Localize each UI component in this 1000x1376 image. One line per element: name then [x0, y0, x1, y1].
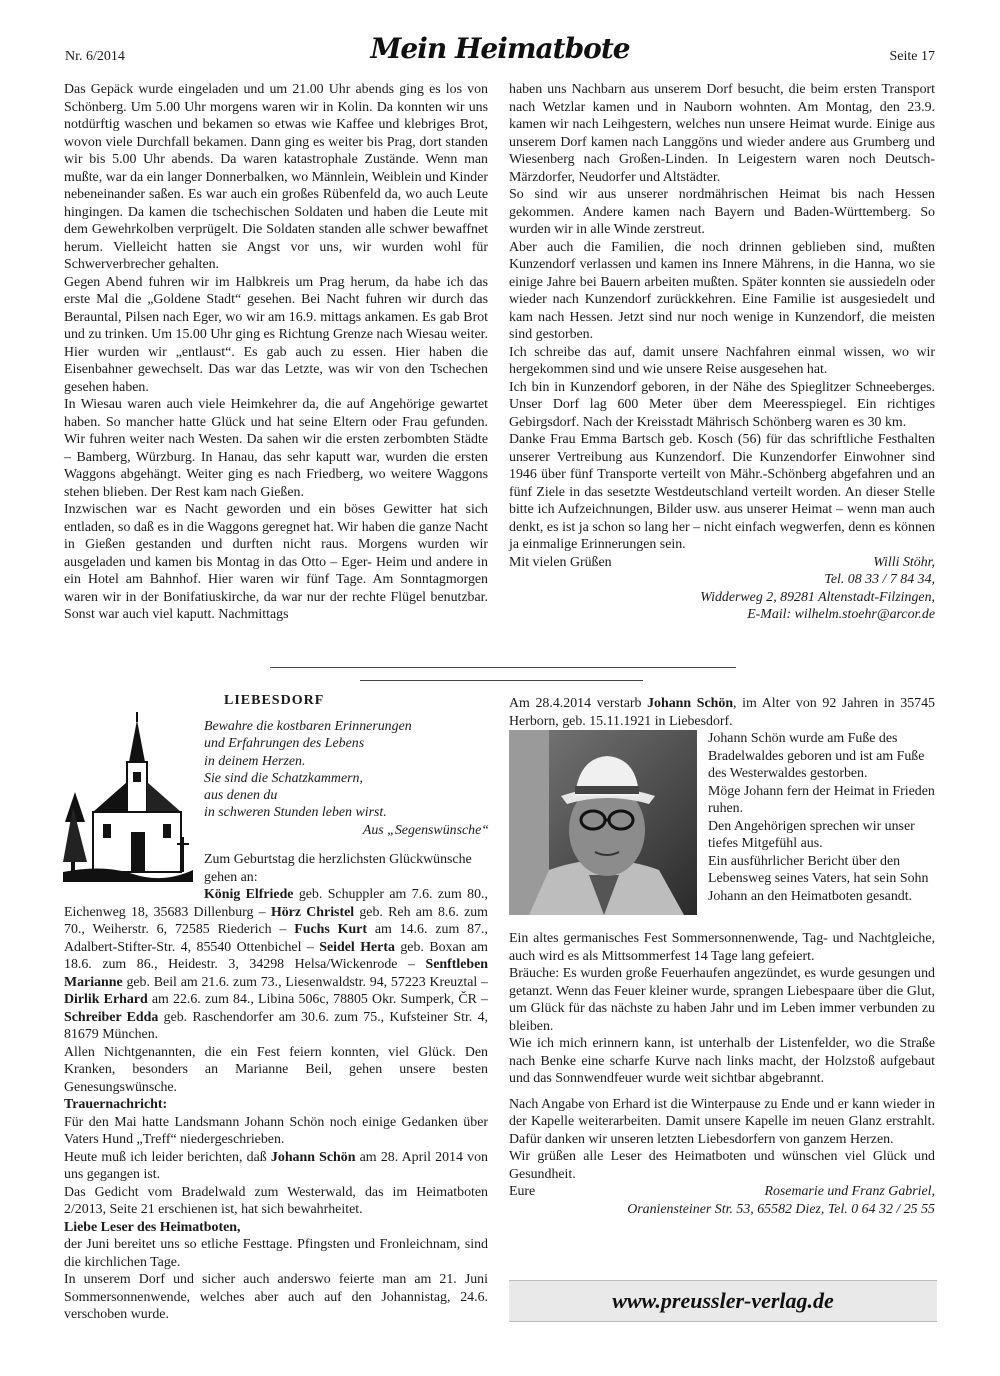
- author-address: Widderweg 2, 89281 Altenstadt-Filzingen,: [700, 589, 935, 605]
- birthday-details: geb. Beil am 21.6. zum 73., Liesenwaldstr. 94, 57223 Kreuztal –: [122, 974, 488, 990]
- paragraph: So sind wir aus unserer nordmährischen Heimat bis nach Hessen gekommen. Andere kamen nach Bayern und Baden-Württemberg. So wurden wir in alle Winde zerstreut.: [509, 187, 935, 237]
- paragraph: haben uns Nachbarn aus unserem Dorf besucht, die beim ersten Transport nach Wetzlar kamen und in Nauborn wohnten. Am Montag, den 23.9. kamen wir nach Leihgestern, welches nun unsere Heimat wurde. Einige aus unserem Dorf kamen nach Langgöns und wieder andere aus Grumberg und Wiesenberg nach Großen-Linden. In Leigestern waren noch Deutsch-Märzdorfer, Neudorfer und Altstädter.: [509, 82, 935, 185]
- paragraph: [64, 1149, 488, 1184]
- article-column-2: [509, 81, 935, 624]
- birthday-name: Dirlik Erhard: [64, 992, 148, 1007]
- poem-line: in schweren Stunden leben wirst.: [204, 805, 387, 821]
- paragraph: Bräuche: Es wurden große Feuerhaufen angezündet, es wurde gesungen und getanzt. Wenn das Feuer kleiner wurde, sprangen Liebespaare über die Glut, um Glück für das nächste zu haben Jahr und im Leben immer verbunden zu bleiben.: [509, 966, 935, 1034]
- birthday-details: geb. Raschendorfer am 30.6. zum 75., Kufsteiner Str. 4, 81679 München.: [64, 1009, 488, 1042]
- publisher-banner: [509, 1280, 937, 1322]
- birthday-name: Seidel Herta: [319, 939, 395, 955]
- paragraph: Den Angehörigen sprechen wir unser tiefes Mitgefühl aus.: [708, 818, 915, 851]
- article-column-1: [64, 81, 488, 624]
- closing: Eure: [509, 1184, 536, 1199]
- paragraph: Möge Johann fern der Heimat in Frieden ruhen.: [708, 783, 935, 816]
- subheading-text: Liebe Leser des Heimatboten,: [64, 1219, 241, 1235]
- text: , im Alter von 92 Jahren in 35745 Herborn, geb. 15.11.1921 in Liebesdorf.: [509, 696, 935, 729]
- subheading: [64, 1219, 488, 1237]
- greeting: Mit vielen Grüßen: [509, 554, 612, 570]
- signers: Rosemarie und Franz Gabriel,: [764, 1184, 935, 1199]
- publisher-url[interactable]: www.preussler-verlag.de: [612, 1288, 834, 1313]
- paragraph: [509, 695, 935, 730]
- section-divider: [360, 680, 643, 681]
- birthday-details: geb. Schuppler am 7.6. zum 80., Eichenweg 18, 35683 Dillenburg –: [64, 887, 488, 920]
- poem-line: in deinem Herzen.: [204, 753, 306, 769]
- author-email: E-Mail: wilhelm.stoehr@arcor.de: [747, 607, 935, 622]
- author-phone: Tel. 08 33 / 7 84 34,: [824, 572, 935, 587]
- masthead-logo: Mein Heimatbote: [370, 32, 630, 65]
- poem-line: und Erfahrungen des Lebens: [204, 736, 365, 752]
- birthday-details: geb. Boxan am 18.6. zum 86., Heidestr. 3, 34298 Helsa/Wickenrode –: [64, 939, 488, 972]
- page-number: Seite 17: [889, 49, 935, 64]
- person-name: Johann Schön: [647, 696, 734, 711]
- paragraph: In unserem Dorf und sicher auch anderswo feierte man am 21. Juni Sommersonnenwende, welches aber auch auf den Johannistag, 24.6. verschoben wurde.: [64, 1272, 488, 1322]
- paragraph: Nach Angabe von Erhard ist die Winterpause zu Ende und er kann wieder in der Kapelle weiterarbeiten. Damit unsere Kapelle im neuen Glanz erstrahlt. Dafür danken wir unseren letzten Liebesdorfern von ganzem Herzen.: [509, 1096, 935, 1147]
- paragraph: Johann Schön wurde am Fuße des Bradelwaldes geboren und ist am Fuße des Westerwaldes gestorben.: [708, 731, 925, 781]
- poem-source: Aus „Segenswünsche“: [362, 822, 489, 838]
- poem-line: Sie sind die Schatzkammern,: [204, 770, 363, 786]
- subheading-text: Trauernachricht:: [64, 1097, 168, 1112]
- birthday-details: am 22.6. zum 84., Libina 506c, 78805 Okr. Sumperk, ČR –: [147, 992, 488, 1007]
- obituary-intro: [509, 695, 935, 730]
- person-name: Johann Schön: [270, 1149, 356, 1165]
- paragraph: Ich schreibe das auf, damit unsere Nachfahren einmal wissen, wo wir hergekommen sind und wie unsere Reise ausgesehen hat.: [509, 344, 935, 377]
- paragraph: Wir grüßen alle Leser des Heimatboten und wünschen viel Glück und Gesundheit.: [509, 1149, 935, 1182]
- paragraph: Allen Nichtgenannten, die ein Fest feiern konnten, viel Glück. Den Kranken, besonders an Marianne Beil, gehen unsere besten Genesungswünsche.: [64, 1044, 488, 1095]
- text: am 28. April 2014 von uns gegangen ist.: [64, 1149, 488, 1182]
- poem-line: Bewahre die kostbaren Erinnerungen: [204, 719, 412, 734]
- paragraph: Danke Frau Emma Bartsch geb. Kosch (56) für das schriftliche Festhalten unserer Vertreibung aus Kunzendorf. Die Kunzendorfer Einwohner sind 1946 über fünf Transporte verteilt von Mähr.-Schönberg abgefahren und an fünf Ziele in das sesetzte Westdeutschland verteilt worden. An dieser Stelle bitte ich Aufzeichnungen, Bilder usw. aus unserer Heimat – wenn man auch denkt, es ist ja schon so lang her – nicht einfach wegwerfen, denn es können ja einmalige Erinnerungen sein.: [509, 432, 935, 552]
- paragraph: Für den Mai hatte Landsmann Johann Schön noch einige Gedanken über Vaters Hund „Treff“ niedergeschrieben.: [64, 1114, 488, 1147]
- paragraph: Ein altes germanisches Fest Sommersonnenwende, Tag- und Nachtgleiche, auch wird es als Mittsommerfest 14 Tage lang gefeiert.: [509, 931, 935, 964]
- paragraph: Aber auch die Familien, die noch drinnen geblieben sind, mußten Kunzendorf verlassen und kamen ins Innere Mährens, in die Hanna, wo sie einige Jahre bei Bauern arbeiten mußten. Später konnten sie aussiedeln oder wieder nach Kunzendorf zurückkehren. Eine Familie ist ausgesiedelt und kam nach Hessen. Jetzt sind nur noch wenige in Kunzendorf, die meisten sind gestorben.: [509, 239, 935, 342]
- section-title: LIEBESDORF: [224, 693, 325, 708]
- signers-address: Oraniensteiner Str. 53, 65582 Diez, Tel. 0 64 32 / 25 55: [627, 1201, 935, 1217]
- paragraph: Das Gepäck wurde eingeladen und um 21.00 Uhr abends ging es los von Schönberg. Um 5.00 Uhr morgens waren wir in Kolin. Da konnten wir uns notdürftig waschen und bekamen so etwas wie Kaffee und klebriges Brot, wovon viele Durchfall bekamen. Dann ging es weiter bis Prag, dort standen wir bis 5.00 Uhr abends. Da waren katastrophale Zustände. Wenn man mußte, war da ein langer Donnerbalken, wo Männlein, Weiblein und Kinder nebeneinander saßen. Es war auch ein großes Rübenfeld da, wo auch Leute hingingen. Da kamen die tschechischen Soldaten und haben die Leute mit dem Gewehrkolben verprügelt. Die Soldaten standen alle schwer bewaffnet herum. Vielleicht hatten sie Angst vor uns, wir wurden wohl für Schwerverbrecher gehalten.: [64, 82, 488, 272]
- birthday-details: am 14.6. zum 87., Adalbert-Stifter-Str. 4, 85540 Ottenbichel –: [64, 922, 488, 955]
- text: Heute muß ich leider berichten, daß: [64, 1149, 271, 1165]
- paragraph: Ein ausführlicher Bericht über den Lebensweg seines Vaters, hat sein Sohn Johann an den Heimatboten gesandt.: [708, 853, 929, 904]
- paragraph: Gegen Abend fuhren wir im Halbkreis um Prag herum, da habe ich das erste Mal die „Goldene Stadt“ gesehen. Bei Nacht fuhren wir durch das Berauntal, Pilsen nach Eger, wo wir am 16.9. mittags ankamen. Es gab Brot und zu trinken. Um 15.00 Uhr ging es Richtung Grenze nach Wiesau weiter. Hier wurden wir „entlaust“. Es gab auch zu essen. Hier haben die Eisenbahner gewechselt. Das war das Letzte, was wir von den Tschechen gesehen haben.: [64, 274, 488, 395]
- birthday-name: König Elfriede: [204, 887, 294, 902]
- church-illustration: [63, 712, 193, 882]
- paragraph: In Wiesau waren auch viele Heimkehrer da, die auf Angehörige gewartet haben. So mancher hatte Glück und hat seine Eltern oder Frau gefunden. Wir fuhren weiter nach Westen. Da sahen wir die ersten zerbombten Städte – Bamberg, Würzburg. In Hanau, das sehr kaputt war, wurden die ersten Waggons abgehängt. Weiter ging es nach Friedberg, wo weitere Waggons stehen blieben. Der Rest kam nach Gießen.: [64, 397, 488, 500]
- paragraph: Ich bin in Kunzendorf geboren, in der Nähe des Spieglitzer Schneeberges. Unser Dorf lag 600 Meter über dem Meeresspiegel. Ein richtiges Gebirgsdorf. Nach der Kreisstadt Mährisch Schönberg waren es 30 km.: [509, 379, 935, 430]
- portrait-photo: [509, 730, 697, 915]
- paragraph: der Juni bereitet uns so etliche Festtage. Pfingsten und Fronleichnam, sind die kirchlichen Tage.: [64, 1237, 488, 1270]
- birthday-name: Schreiber Edda: [64, 1009, 159, 1025]
- birthday-intro: [204, 851, 489, 886]
- text: Am 28.4.2014 verstarb: [509, 696, 648, 711]
- paragraph: Inzwischen war es Nacht geworden und ein böses Gewitter hat sich entladen, so daß es in die Waggons geregnet hat. Wir haben die ganze Nacht in Gießen gestanden und durften nicht raus. Morgens wurden wir ausgeladen und kamen bis Montag in das Otto – Eger- Heim und andere in ein Hotel am Bahnhof. Hier waren wir fünf Tage. Am Sonntagmorgen waren wir in der Bonifatiuskirche, da war nur der rechte Flügel benutzbar. Sonst war auch viel kaputt. Nachmittags: [64, 502, 488, 622]
- paragraph: Das Gedicht vom Bradelwald zum Westerwald, das im Heimatboten 2/2013, Seite 21 erschienen ist, hat sich bewahrheitet.: [64, 1184, 488, 1217]
- poem-line: aus denen du: [204, 788, 278, 804]
- issue-number: Nr. 6/2014: [65, 49, 125, 64]
- birthday-name: Fuchs Kurt: [294, 922, 367, 937]
- paragraph: Zum Geburtstag die herzlichsten Glückwünsche gehen an:: [204, 852, 472, 885]
- poem: [204, 718, 489, 839]
- birthday-list: [64, 886, 488, 1044]
- liebesdorf-column: [64, 886, 488, 1324]
- subheading: [64, 1096, 488, 1114]
- sommersonnenwende-column: [509, 930, 935, 1218]
- birthday-name: Hörz Christel: [270, 904, 355, 920]
- section-divider: [270, 667, 736, 668]
- author-name: Willi Stöhr,: [873, 554, 935, 570]
- birthday-name: Senftleben Marianne: [64, 957, 488, 990]
- obituary-side-text: [708, 730, 936, 905]
- paragraph: Wie ich mich erinnern kann, ist unterhalb der Listenfelder, wo die Straße nach Benke eine scharfe Kurve nach links macht, der Holzstoß aufgebaut und das Sonnwendfeuer wurde weit sichtbar abgebrannt.: [509, 1036, 935, 1086]
- birthday-details: geb. Reh am 8.6. zum 70., Weiherstr. 6, 72585 Riederich –: [64, 904, 488, 937]
